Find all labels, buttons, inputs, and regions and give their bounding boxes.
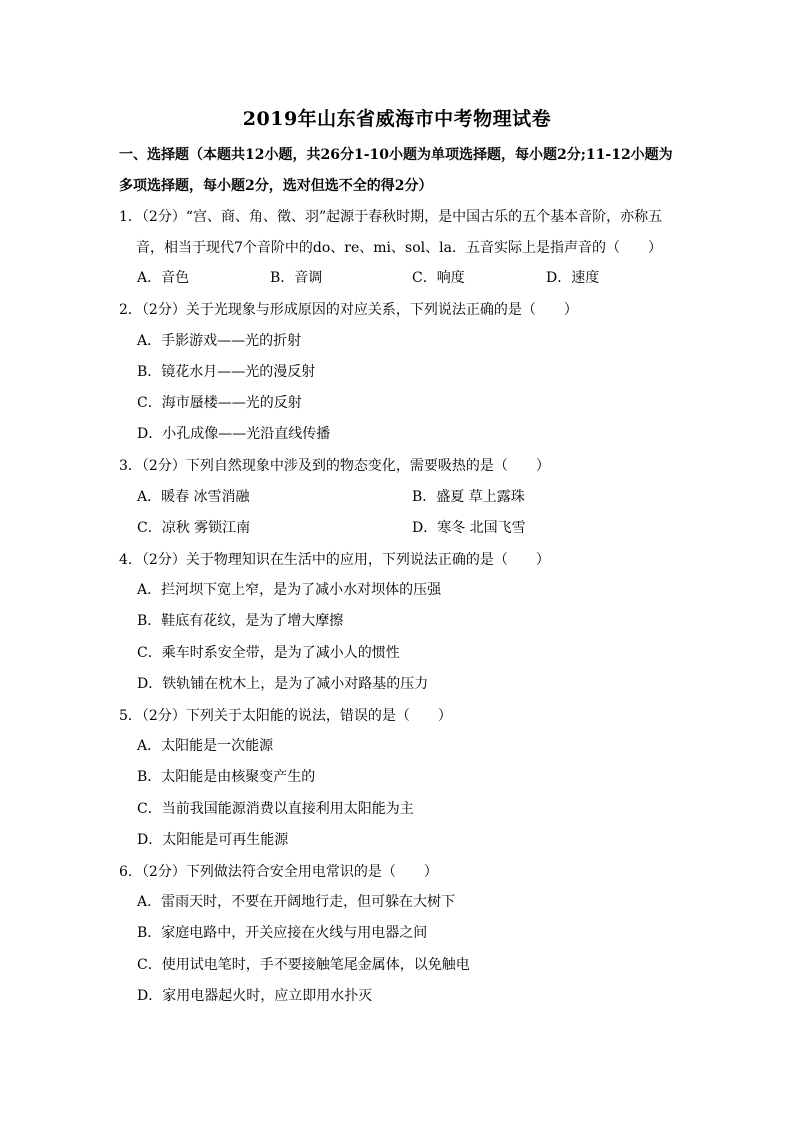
question-2-option-d: D．小孔成像——光沿直线传播 <box>137 426 331 442</box>
question-4-option-c: C．乘车时系安全带，是为了减小人的惯性 <box>137 645 400 661</box>
question-3-option-b: B．盛夏 草上露珠 <box>412 489 525 505</box>
question-6-stem: 6．（2分）下列做法符合安全用电常识的是（ ） <box>119 864 438 880</box>
question-5-option-a: A．太阳能是一次能源 <box>137 738 274 754</box>
question-6-option-a: A．雷雨天时，不要在开阔地行走，但可躲在大树下 <box>137 894 456 910</box>
question-3-stem: 3．（2分）下列自然现象中涉及到的物态变化，需要吸热的是（ ） <box>119 458 550 474</box>
question-1-option-a: A．音色 <box>137 270 190 286</box>
exam-title: 2019年山东省威海市中考物理试卷 <box>242 108 552 130</box>
question-4-option-b: B．鞋底有花纹，是为了增大摩擦 <box>137 613 344 629</box>
question-4-option-a: A．拦河坝下宽上窄，是为了减小水对坝体的压强 <box>137 582 442 598</box>
question-5-option-d: D．太阳能是可再生能源 <box>137 832 289 848</box>
question-6 <box>119 857 679 888</box>
question-5-stem: 5．（2分）下列关于太阳能的说法，错误的是（ ） <box>119 708 452 724</box>
question-5-option-c: C．当前我国能源消费以直接利用太阳能为主 <box>137 801 414 817</box>
question-1-option-b: B．音调 <box>270 270 323 286</box>
section-heading-line1: 一、选择题（本题共12小题，共26分1-10小题为单项选择题，每小题2分;11-12小题为 <box>119 147 673 163</box>
question-4-option-d: D．铁轨铺在枕木上，是为了减小对路基的压力 <box>137 676 429 692</box>
question-2-stem: 2．（2分）关于光现象与形成原因的对应关系，下列说法正确的是（ ） <box>119 302 578 318</box>
question-6-option-d: D．家用电器起火时，应立即用水扑灭 <box>137 988 373 1004</box>
question-4 <box>119 545 679 576</box>
question-3-option-d: D．寒冬 北国飞雪 <box>412 520 526 536</box>
question-3-option-a: A．暖春 冰雪消融 <box>137 489 250 505</box>
question-1-stem-line1: 1．（2分）“宫、商、角、徵、羽”起源于春秋时期，是中国古乐的五个基本音阶，亦称五 <box>119 209 663 225</box>
section-heading <box>119 140 689 202</box>
question-6-option-b: B．家庭电路中，开关应接在火线与用电器之间 <box>137 925 428 941</box>
question-2-option-b: B．镜花水月——光的漫反射 <box>137 364 316 380</box>
question-1-option-c: C．响度 <box>412 270 465 286</box>
question-1-option-d: D．速度 <box>546 270 600 286</box>
question-2 <box>119 295 679 326</box>
question-4-stem: 4．（2分）关于物理知识在生活中的应用，下列说法正确的是（ ） <box>119 552 550 568</box>
question-2-option-c: C．海市蜃楼——光的反射 <box>137 395 302 411</box>
question-6-option-c: C．使用试电笔时，手不要接触笔尾金属体，以免触电 <box>137 957 470 973</box>
question-3-option-c: C．凉秋 雾锁江南 <box>137 520 251 536</box>
question-3 <box>119 451 679 482</box>
question-2-option-a: A．手影游戏——光的折射 <box>137 333 302 349</box>
question-5-option-b: B．太阳能是由核聚变产生的 <box>137 769 316 785</box>
question-5 <box>119 701 679 732</box>
section-heading-line2: 多项选择题，每小题2分，选对但选不全的得2分） <box>119 178 433 194</box>
question-1-stem-line2: 音，相当于现代7个音阶中的do、re、mi、sol、la．五音实际上是指声音的（ ） <box>136 240 662 256</box>
question-1 <box>119 202 679 264</box>
